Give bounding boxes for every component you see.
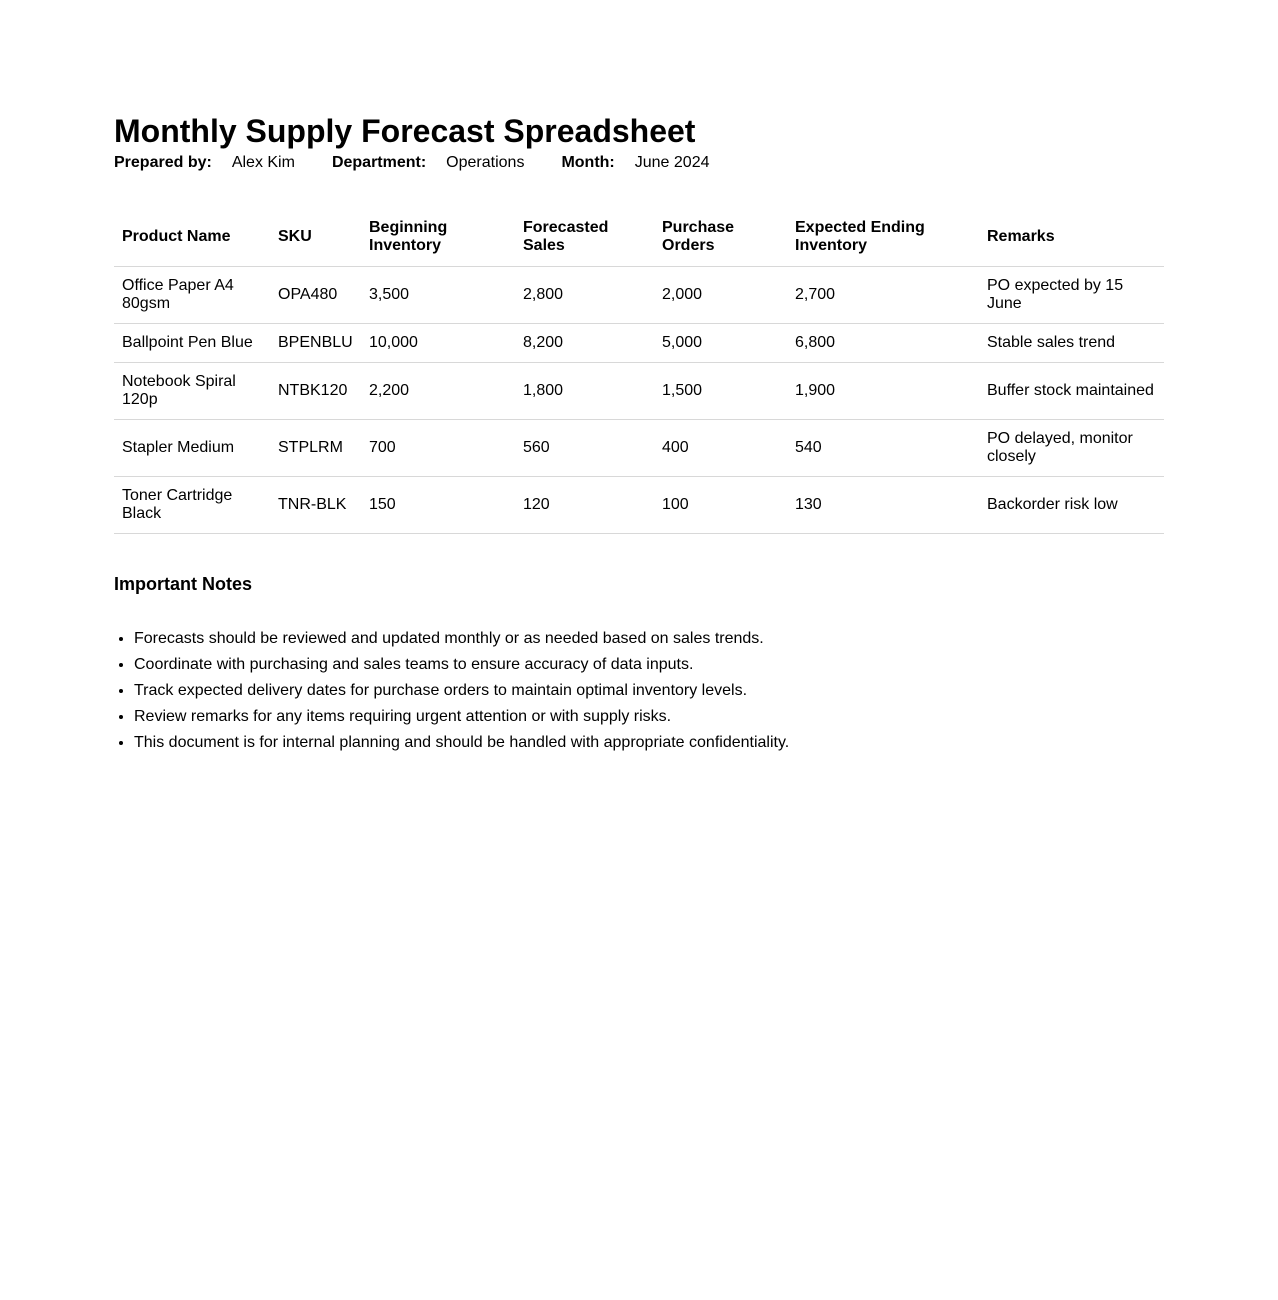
document-meta	[114, 153, 1164, 173]
sku-cell: OPA480	[270, 267, 361, 324]
department-value: Operations	[446, 154, 525, 171]
remarks-cell: Buffer stock maintained	[979, 363, 1164, 420]
list-item: • Review remarks for any items requiring urgent attention or with supply risks.	[134, 704, 1164, 730]
list-item: • This document is for internal planning and should be handled with appropriate confidentiality.	[134, 730, 1164, 756]
column-header-beginning-inventory: Beginning Inventory	[361, 208, 515, 267]
forecasted-sales-cell: 1,800	[515, 363, 654, 420]
remarks-cell: PO expected by 15 June	[979, 267, 1164, 324]
purchase-orders-cell: 400	[654, 420, 787, 477]
forecast-table	[114, 208, 1164, 534]
column-header-purchase-orders: Purchase Orders	[654, 208, 787, 267]
table-row	[114, 363, 1164, 420]
beginning-inventory-cell: 150	[361, 477, 515, 534]
purchase-orders-cell: 100	[654, 477, 787, 534]
product-name-cell: Ballpoint Pen Blue	[114, 324, 270, 363]
month-value: June 2024	[634, 154, 710, 171]
table-row	[114, 324, 1164, 363]
prepared-by-label: Prepared by:	[114, 154, 212, 171]
expected-ending-inventory-cell: 2,700	[787, 267, 979, 324]
table-row	[114, 477, 1164, 534]
sku-cell: NTBK120	[270, 363, 361, 420]
notes-heading: Important Notes	[114, 574, 253, 594]
forecasted-sales-cell: 560	[515, 420, 654, 477]
beginning-inventory-cell: 700	[361, 420, 515, 477]
table-header-row	[114, 208, 1164, 267]
forecasted-sales-cell: 120	[515, 477, 654, 534]
beginning-inventory-cell: 3,500	[361, 267, 515, 324]
remarks-cell: PO delayed, monitor closely	[979, 420, 1164, 477]
expected-ending-inventory-cell: 130	[787, 477, 979, 534]
beginning-inventory-cell: 2,200	[361, 363, 515, 420]
expected-ending-inventory-cell: 1,900	[787, 363, 979, 420]
purchase-orders-cell: 2,000	[654, 267, 787, 324]
column-header-sku: SKU	[270, 208, 361, 267]
sku-cell: TNR-BLK	[270, 477, 361, 534]
purchase-orders-cell: 5,000	[654, 324, 787, 363]
expected-ending-inventory-cell: 6,800	[787, 324, 979, 363]
list-item: • Track expected delivery dates for purchase orders to maintain optimal inventory levels.	[134, 678, 1164, 704]
beginning-inventory-cell: 10,000	[361, 324, 515, 363]
expected-ending-inventory-cell: 540	[787, 420, 979, 477]
notes-list	[114, 626, 1164, 756]
column-header-forecasted-sales: Forecasted Sales	[515, 208, 654, 267]
remarks-cell: Backorder risk low	[979, 477, 1164, 534]
list-item: • Forecasts should be reviewed and updated monthly or as needed based on sales trends.	[134, 626, 1164, 652]
department-label: Department:	[331, 154, 427, 171]
table-row	[114, 267, 1164, 324]
column-header-product-name: Product Name	[114, 208, 270, 267]
product-name-cell: Office Paper A4 80gsm	[114, 267, 270, 324]
sku-cell: BPENBLU	[270, 324, 361, 363]
list-item: • Coordinate with purchasing and sales teams to ensure accuracy of data inputs.	[134, 652, 1164, 678]
column-header-remarks: Remarks	[979, 208, 1164, 267]
product-name-cell: Stapler Medium	[114, 420, 270, 477]
sku-cell: STPLRM	[270, 420, 361, 477]
product-name-cell: Notebook Spiral 120p	[114, 363, 270, 420]
forecasted-sales-cell: 8,200	[515, 324, 654, 363]
column-header-expected-ending-inventory: Expected Ending Inventory	[787, 208, 979, 267]
table-row	[114, 420, 1164, 477]
remarks-cell: Stable sales trend	[979, 324, 1164, 363]
month-label: Month:	[561, 154, 615, 171]
product-name-cell: Toner Cartridge Black	[114, 477, 270, 534]
forecasted-sales-cell: 2,800	[515, 267, 654, 324]
page-title: Monthly Supply Forecast Spreadsheet	[114, 113, 696, 149]
prepared-by-value: Alex Kim	[231, 154, 295, 171]
purchase-orders-cell: 1,500	[654, 363, 787, 420]
